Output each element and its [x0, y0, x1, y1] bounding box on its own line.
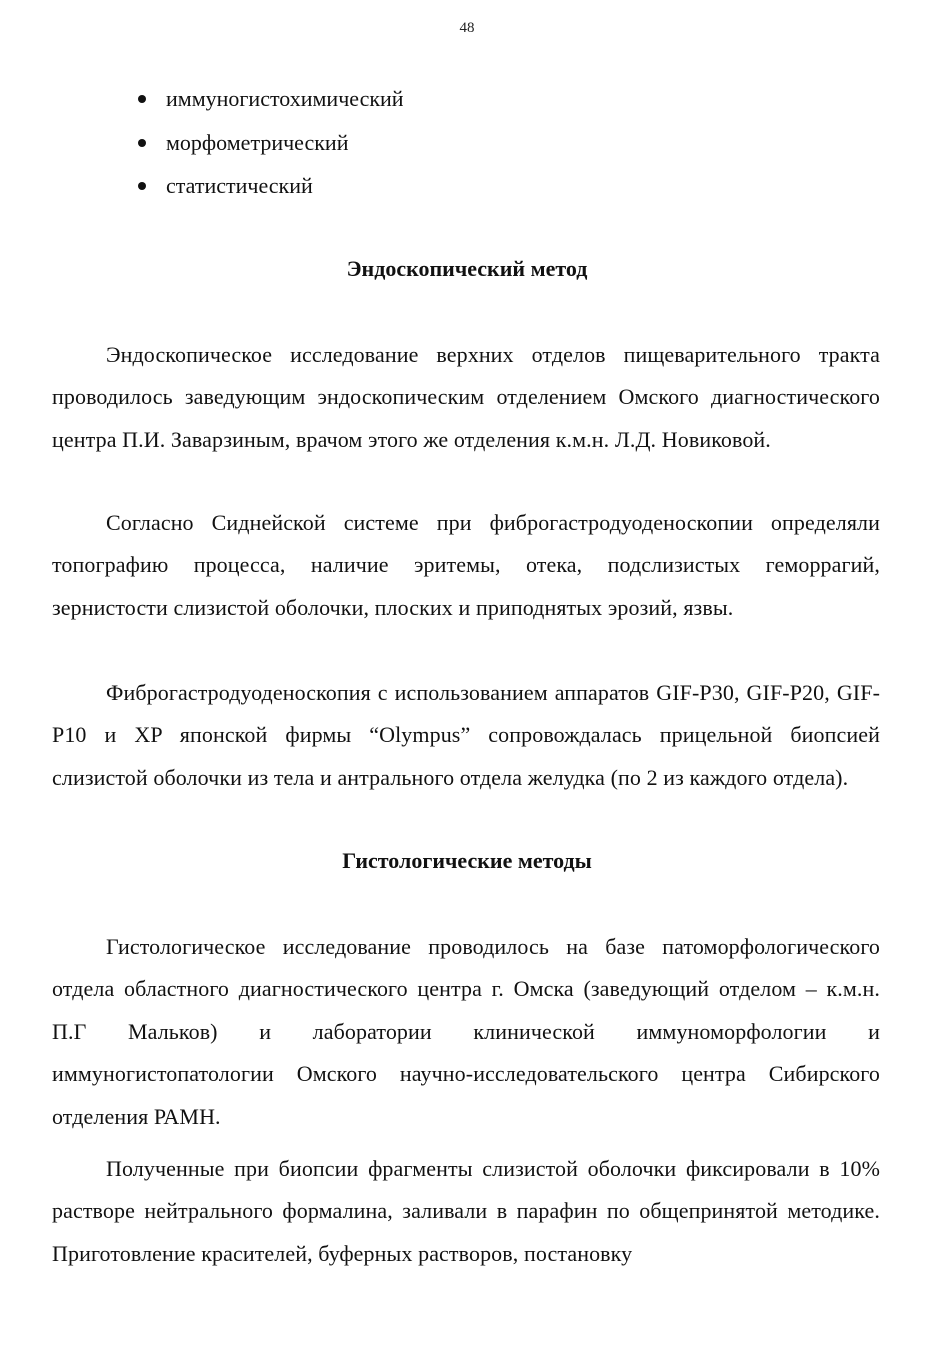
bullet-icon — [138, 139, 146, 147]
paragraph: Фиброгастродуоденоскопия с использованием аппаратов GIF-P30, GIF-P20, GIF-P10 и XP японской фирмы “Olympus” сопровождалась прицельной биопсией слизистой оболочки из тела и антрального отдела желудка (по 2 из каждого отдела). — [52, 680, 880, 790]
page-number: 48 — [459, 20, 475, 36]
list-item — [136, 126, 404, 170]
section-heading-endoscopic: Эндоскопический метод — [346, 256, 588, 281]
paragraph: Эндоскопическое исследование верхних отделов пищеварительного тракта проводилось заведующим эндоскопическим отделением Омского диагностического центра П.И. Заварзиным, врачом этого же отделения к.м.н. Л.Д. Новиковой. — [52, 342, 880, 452]
list-item-text: статистический — [166, 173, 313, 198]
list-item-text: морфометрический — [166, 129, 349, 155]
bullet-icon — [138, 182, 146, 190]
list-item — [136, 82, 404, 126]
methods-bullet-list — [136, 82, 404, 213]
list-item-text: иммуногистохимический — [166, 86, 404, 111]
paragraph: Гистологическое исследование проводилось на базе патоморфологического отдела областного диагностического центра г. Омска (заведующий отделом – к.м.н. П.Г Мальков) и лаборатории клинической иммуноморфологии и иммуногистопатологии Омского научно-исследовательского центра Сибирского отделения РАМН. — [52, 934, 880, 1129]
paragraph: Полученные при биопсии фрагменты слизистой оболочки фиксировали в 10% растворе нейтрального формалина, заливали в парафин по общепринятой методике. Приготовление красителей, буферных растворов, постановку — [52, 1156, 880, 1266]
bullet-icon — [138, 95, 146, 103]
section-heading-histological: Гистологические методы — [342, 848, 592, 873]
paragraph: Согласно Сиднейской системе при фиброгастродуоденоскопии определяли топографию процесса, наличие эритемы, отека, подслизистых геморрагий, зернистости слизистой оболочки, плоских и приподнятых эрозий, язвы. — [52, 510, 880, 620]
list-item — [136, 169, 404, 213]
